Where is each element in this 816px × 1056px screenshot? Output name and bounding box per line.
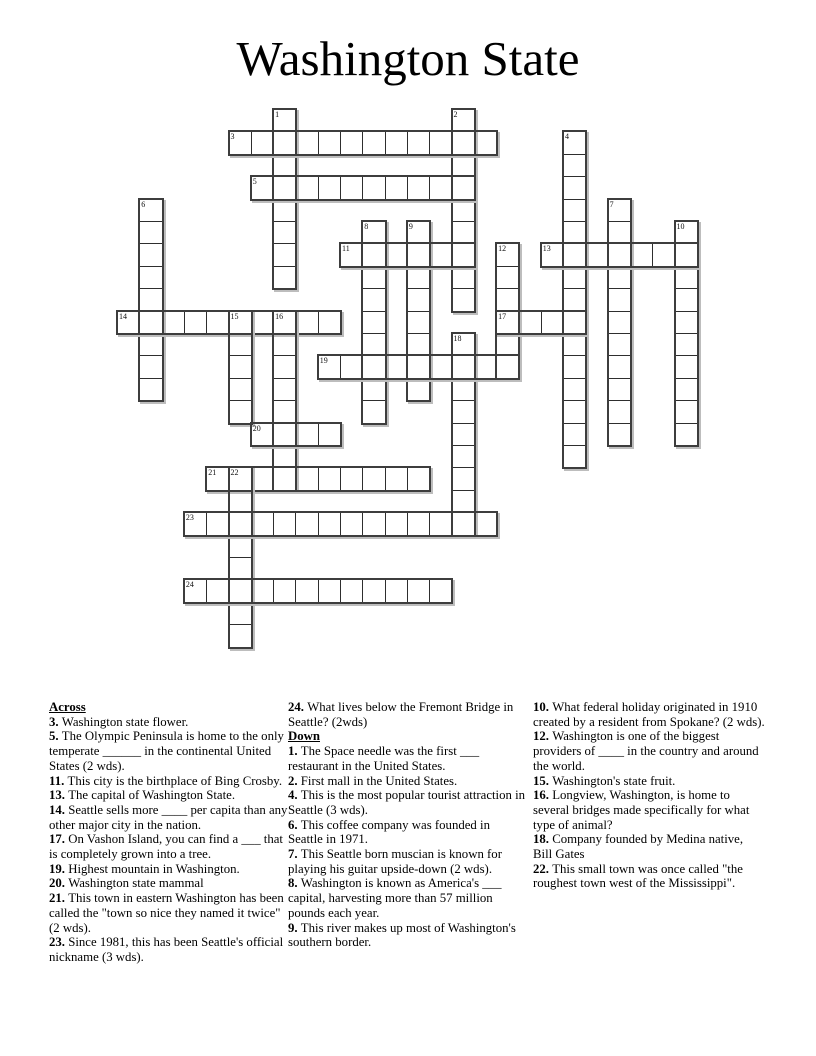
grid-cell[interactable] bbox=[362, 355, 385, 378]
grid-cell[interactable] bbox=[407, 579, 430, 602]
grid-cell[interactable] bbox=[340, 467, 363, 490]
grid-cell[interactable] bbox=[429, 579, 452, 602]
grid-cell[interactable] bbox=[407, 131, 430, 154]
grid-cell[interactable] bbox=[229, 624, 252, 647]
clue-20: 20. Washington state mammal bbox=[49, 876, 204, 891]
grid-cell[interactable] bbox=[563, 176, 586, 199]
grid-cell[interactable] bbox=[452, 266, 475, 289]
grid-cell[interactable] bbox=[675, 333, 698, 356]
grid-cell[interactable] bbox=[563, 333, 586, 356]
grid-cell[interactable] bbox=[295, 176, 318, 199]
grid-cell[interactable] bbox=[229, 355, 252, 378]
clue-number: 21 bbox=[208, 468, 217, 478]
grid-cell[interactable] bbox=[675, 243, 698, 266]
grid-cell[interactable] bbox=[273, 467, 296, 490]
clues-column-1 bbox=[49, 700, 289, 965]
grid-cell[interactable] bbox=[206, 467, 229, 490]
clue-3: 3. Washington state flower. bbox=[49, 714, 189, 729]
grid-cell[interactable] bbox=[385, 512, 408, 535]
grid-cell[interactable] bbox=[362, 512, 385, 535]
clue-number: 23 bbox=[185, 513, 194, 523]
clues-column-2 bbox=[288, 700, 526, 950]
grid-cell[interactable] bbox=[429, 355, 452, 378]
grid-cell[interactable] bbox=[608, 266, 631, 289]
grid-cell[interactable] bbox=[273, 199, 296, 222]
grid-cell[interactable] bbox=[362, 400, 385, 423]
clue-15: 15. Washington's state fruit. bbox=[533, 773, 676, 788]
clue-number: 13 bbox=[542, 244, 551, 254]
grid-cell[interactable] bbox=[295, 131, 318, 154]
grid-cell[interactable] bbox=[563, 355, 586, 378]
grid-cell[interactable] bbox=[407, 512, 430, 535]
clue-number: 7 bbox=[609, 199, 614, 209]
grid-cell[interactable] bbox=[563, 378, 586, 401]
grid-cell[interactable] bbox=[675, 423, 698, 446]
down-header: Down bbox=[288, 729, 320, 744]
clue-2: 2. First mall in the United States. bbox=[288, 773, 458, 788]
clue-24: 24. What lives below the Fremont Bridge in Seattle? (2wds) bbox=[288, 700, 514, 729]
grid-cell[interactable] bbox=[407, 266, 430, 289]
clue-11: 11. This city is the birthplace of Bing Crosby. bbox=[49, 773, 283, 788]
grid-cell[interactable] bbox=[452, 109, 475, 132]
clue-number: 12 bbox=[498, 244, 507, 254]
grid-cell[interactable] bbox=[652, 243, 675, 266]
clue-number: 1 bbox=[275, 110, 280, 119]
grid-cell[interactable] bbox=[273, 423, 296, 446]
grid-cell[interactable] bbox=[139, 311, 162, 334]
grid-cell[interactable] bbox=[139, 199, 162, 222]
grid-cell[interactable] bbox=[229, 602, 252, 625]
grid-cell[interactable] bbox=[340, 512, 363, 535]
grid-cell[interactable] bbox=[452, 154, 475, 177]
grid-cell[interactable] bbox=[452, 512, 475, 535]
grid-cell[interactable] bbox=[251, 311, 274, 334]
grid-cell[interactable] bbox=[563, 221, 586, 244]
grid-cell[interactable] bbox=[385, 579, 408, 602]
grid-cell[interactable] bbox=[273, 400, 296, 423]
grid-cell[interactable] bbox=[273, 355, 296, 378]
grid-cell[interactable] bbox=[407, 355, 430, 378]
grid-cell[interactable] bbox=[318, 311, 341, 334]
clue-number: 6 bbox=[141, 199, 146, 209]
grid-cell[interactable] bbox=[273, 333, 296, 356]
clue-number: 22 bbox=[230, 468, 239, 478]
grid-cell[interactable] bbox=[340, 243, 363, 266]
clue-12: 12. Washington is one of the biggest providers of ____ in the country and around the world. bbox=[533, 729, 759, 773]
grid-cell[interactable] bbox=[407, 176, 430, 199]
grid-cell[interactable] bbox=[563, 423, 586, 446]
clue-22: 22. This small town was once called "the roughest town west of the Mississippi". bbox=[533, 861, 743, 891]
grid-cell[interactable] bbox=[407, 221, 430, 244]
grid-cell[interactable] bbox=[608, 243, 631, 266]
grid-cell[interactable] bbox=[273, 445, 296, 468]
clue-23: 23. Since 1981, this has been Seattle's official nickname (3 wds). bbox=[49, 935, 284, 964]
grid-cell[interactable] bbox=[563, 199, 586, 222]
grid-cell[interactable] bbox=[229, 333, 252, 356]
grid-cell[interactable] bbox=[362, 333, 385, 356]
grid-cell[interactable] bbox=[452, 400, 475, 423]
grid-cell[interactable] bbox=[496, 266, 519, 289]
grid-cell[interactable] bbox=[407, 378, 430, 401]
grid-cell[interactable] bbox=[385, 243, 408, 266]
clue-5: 5. The Olympic Peninsula is home to the only temperate ______ in the continental United States (2 wds). bbox=[49, 729, 284, 773]
clue-number: 20 bbox=[252, 423, 261, 433]
grid-cell[interactable] bbox=[541, 243, 564, 266]
grid-cell[interactable] bbox=[474, 131, 497, 154]
clue-number: 17 bbox=[498, 311, 507, 321]
grid-cell[interactable] bbox=[139, 288, 162, 311]
clue-8: 8. Washington is known as America's ___ capital, harvesting more than 57 million pounds each year. bbox=[288, 876, 502, 920]
grid-cell[interactable] bbox=[206, 311, 229, 334]
grid-cell[interactable] bbox=[318, 467, 341, 490]
grid-cell[interactable] bbox=[675, 266, 698, 289]
clue-number: 18 bbox=[453, 334, 462, 343]
grid-cell[interactable] bbox=[496, 333, 519, 356]
grid-cell[interactable] bbox=[675, 355, 698, 378]
clue-10: 10. What federal holiday originated in 1910 created by a resident from Spokane? (2 wds). bbox=[533, 700, 765, 729]
clue-1: 1. The Space needle was the first ___ restaurant in the United States. bbox=[288, 744, 480, 773]
grid-cell[interactable] bbox=[139, 355, 162, 378]
grid-cell[interactable] bbox=[273, 131, 296, 154]
clue-number: 5 bbox=[252, 177, 257, 187]
grid-cell[interactable] bbox=[295, 311, 318, 334]
clue-number: 4 bbox=[565, 132, 569, 142]
clue-number: 10 bbox=[676, 222, 685, 231]
grid-cell[interactable] bbox=[452, 490, 475, 513]
grid-cell[interactable] bbox=[139, 333, 162, 356]
grid-cell[interactable] bbox=[563, 400, 586, 423]
grid-cell[interactable] bbox=[675, 288, 698, 311]
grid-cell[interactable] bbox=[318, 423, 341, 446]
crossword-grid bbox=[117, 109, 699, 649]
grid-cell[interactable] bbox=[273, 154, 296, 177]
grid-cell[interactable] bbox=[273, 221, 296, 244]
grid-cell[interactable] bbox=[206, 512, 229, 535]
grid-cell[interactable] bbox=[340, 176, 363, 199]
grid-cell[interactable] bbox=[452, 445, 475, 468]
grid-cell[interactable] bbox=[496, 288, 519, 311]
grid-cell[interactable] bbox=[452, 288, 475, 311]
clue-7: 7. This Seattle born muscian is known for playing his guitar upside-down (2 wds). bbox=[288, 847, 502, 876]
grid-cell[interactable] bbox=[608, 355, 631, 378]
clue-13: 13. The capital of Washington State. bbox=[49, 788, 236, 803]
clue-21: 21. This town in eastern Washington has been called the "town so nice they named it twice" (2 wds). bbox=[49, 891, 284, 935]
grid-cell[interactable] bbox=[229, 557, 252, 580]
clue-number: 14 bbox=[119, 311, 127, 321]
clues-column-3 bbox=[533, 700, 765, 891]
grid-cell[interactable] bbox=[340, 131, 363, 154]
grid-cell[interactable] bbox=[675, 378, 698, 401]
clue-19: 19. Highest mountain in Washington. bbox=[49, 861, 240, 876]
grid-cell[interactable] bbox=[608, 288, 631, 311]
grid-cell[interactable] bbox=[139, 378, 162, 401]
clue-14: 14. Seattle sells more ____ per capita than any other major city in the nation. bbox=[49, 802, 288, 832]
grid-cell[interactable] bbox=[362, 221, 385, 244]
grid-cell[interactable] bbox=[385, 355, 408, 378]
grid-cell[interactable] bbox=[318, 579, 341, 602]
grid-cell[interactable] bbox=[162, 311, 185, 334]
grid-cell[interactable] bbox=[496, 243, 519, 266]
grid-cell[interactable] bbox=[474, 355, 497, 378]
grid-cell[interactable] bbox=[229, 579, 252, 602]
grid-cell[interactable] bbox=[295, 579, 318, 602]
clue-number: 9 bbox=[408, 222, 413, 231]
grid-cell[interactable] bbox=[273, 176, 296, 199]
grid-cell[interactable] bbox=[229, 400, 252, 423]
grid-cell[interactable] bbox=[362, 266, 385, 289]
grid-cell[interactable] bbox=[184, 311, 207, 334]
grid-cell[interactable] bbox=[362, 378, 385, 401]
grid-cell[interactable] bbox=[251, 131, 274, 154]
grid-cell[interactable] bbox=[273, 579, 296, 602]
clue-6: 6. This coffee company was founded in Seattle in 1971. bbox=[288, 817, 490, 847]
grid-cell[interactable] bbox=[318, 176, 341, 199]
grid-cell[interactable] bbox=[251, 176, 274, 199]
grid-cell[interactable] bbox=[318, 131, 341, 154]
grid-cell[interactable] bbox=[452, 423, 475, 446]
grid-cell[interactable] bbox=[608, 199, 631, 222]
grid-cell[interactable] bbox=[139, 221, 162, 244]
grid-cell[interactable] bbox=[385, 131, 408, 154]
grid-cell[interactable] bbox=[295, 423, 318, 446]
grid-cell[interactable] bbox=[273, 512, 296, 535]
grid-cell[interactable] bbox=[251, 579, 274, 602]
grid-cell[interactable] bbox=[340, 355, 363, 378]
grid-cell[interactable] bbox=[273, 378, 296, 401]
clue-number: 2 bbox=[453, 110, 458, 119]
grid-cell[interactable] bbox=[608, 221, 631, 244]
grid-cell[interactable] bbox=[407, 333, 430, 356]
grid-cell[interactable] bbox=[184, 512, 207, 535]
clue-number: 15 bbox=[230, 311, 239, 321]
grid-cell[interactable] bbox=[563, 311, 586, 334]
grid-cell[interactable] bbox=[452, 467, 475, 490]
grid-cell[interactable] bbox=[229, 378, 252, 401]
grid-cell[interactable] bbox=[585, 243, 608, 266]
grid-cell[interactable] bbox=[385, 176, 408, 199]
grid-cell[interactable] bbox=[563, 445, 586, 468]
grid-cell[interactable] bbox=[675, 221, 698, 244]
grid-cell[interactable] bbox=[117, 311, 140, 334]
grid-cell[interactable] bbox=[541, 311, 564, 334]
grid-cell[interactable] bbox=[229, 131, 252, 154]
grid-cell[interactable] bbox=[273, 266, 296, 289]
grid-cell[interactable] bbox=[318, 512, 341, 535]
grid-cell[interactable] bbox=[429, 243, 452, 266]
grid-cell[interactable] bbox=[184, 579, 207, 602]
clue-16: 16. Longview, Washington, is home to several bridges made specifically for what type of animal? bbox=[533, 788, 750, 832]
grid-cell[interactable] bbox=[251, 467, 274, 490]
grid-cell[interactable] bbox=[407, 467, 430, 490]
grid-cell[interactable] bbox=[563, 131, 586, 154]
grid-cell[interactable] bbox=[229, 467, 252, 490]
grid-cell[interactable] bbox=[563, 288, 586, 311]
grid-cell[interactable] bbox=[362, 467, 385, 490]
grid-cell[interactable] bbox=[362, 579, 385, 602]
grid-cell[interactable] bbox=[429, 176, 452, 199]
grid-cell[interactable] bbox=[295, 467, 318, 490]
grid-cell[interactable] bbox=[496, 355, 519, 378]
grid-cell[interactable] bbox=[407, 288, 430, 311]
grid-cell[interactable] bbox=[251, 423, 274, 446]
grid-cell[interactable] bbox=[452, 199, 475, 222]
grid-cell[interactable] bbox=[407, 311, 430, 334]
clue-number: 19 bbox=[319, 356, 328, 366]
grid-cell[interactable] bbox=[496, 311, 519, 334]
grid-cell[interactable] bbox=[273, 243, 296, 266]
grid-cell[interactable] bbox=[608, 378, 631, 401]
grid-cell[interactable] bbox=[340, 579, 363, 602]
grid-cell[interactable] bbox=[452, 243, 475, 266]
grid-cell[interactable] bbox=[385, 467, 408, 490]
clue-4: 4. This is the most popular tourist attraction in Seattle (3 wds). bbox=[288, 788, 526, 817]
clue-number: 11 bbox=[342, 244, 350, 254]
grid-cell[interactable] bbox=[563, 154, 586, 177]
grid-cell[interactable] bbox=[318, 355, 341, 378]
across-header: Across bbox=[49, 700, 86, 714]
grid-cell[interactable] bbox=[452, 176, 475, 199]
clue-number: 16 bbox=[275, 311, 284, 321]
grid-cell[interactable] bbox=[362, 131, 385, 154]
grid-cell[interactable] bbox=[295, 512, 318, 535]
grid-cell[interactable] bbox=[229, 311, 252, 334]
clue-17: 17. On Vashon Island, you can find a ___ that is completely grown into a tree. bbox=[49, 832, 283, 862]
grid-cell[interactable] bbox=[407, 243, 430, 266]
grid-cell[interactable] bbox=[452, 333, 475, 356]
grid-cell[interactable] bbox=[139, 243, 162, 266]
clue-9: 9. This river makes up most of Washington's southern border. bbox=[288, 920, 516, 950]
grid-cell[interactable] bbox=[229, 490, 252, 513]
grid-cell[interactable] bbox=[452, 131, 475, 154]
grid-cell[interactable] bbox=[362, 311, 385, 334]
grid-cell[interactable] bbox=[229, 535, 252, 558]
grid-cell[interactable] bbox=[518, 311, 541, 334]
grid-cell[interactable] bbox=[452, 378, 475, 401]
grid-cell[interactable] bbox=[608, 333, 631, 356]
clue-number: 24 bbox=[185, 580, 194, 590]
grid-cell[interactable] bbox=[273, 311, 296, 334]
grid-cell[interactable] bbox=[608, 400, 631, 423]
grid-cell[interactable] bbox=[362, 288, 385, 311]
grid-cell[interactable] bbox=[362, 243, 385, 266]
grid-cell[interactable] bbox=[452, 355, 475, 378]
grid-cell[interactable] bbox=[362, 176, 385, 199]
grid-cell[interactable] bbox=[563, 243, 586, 266]
grid-cell[interactable] bbox=[429, 131, 452, 154]
grid-cell[interactable] bbox=[206, 579, 229, 602]
grid-cell[interactable] bbox=[630, 243, 653, 266]
grid-cell[interactable] bbox=[229, 512, 252, 535]
grid-cell[interactable] bbox=[563, 266, 586, 289]
grid-cell[interactable] bbox=[675, 311, 698, 334]
grid-cell[interactable] bbox=[273, 109, 296, 132]
puzzle-title: Washington State bbox=[236, 31, 580, 86]
clue-number: 3 bbox=[230, 132, 235, 142]
clue-number: 8 bbox=[364, 222, 369, 231]
grid-cell[interactable] bbox=[608, 423, 631, 446]
grid-cell[interactable] bbox=[251, 512, 274, 535]
grid-cell[interactable] bbox=[429, 512, 452, 535]
grid-cell[interactable] bbox=[608, 311, 631, 334]
grid-cell[interactable] bbox=[675, 400, 698, 423]
grid-cell[interactable] bbox=[474, 512, 497, 535]
grid-cell[interactable] bbox=[452, 221, 475, 244]
grid-cell[interactable] bbox=[139, 266, 162, 289]
clue-18: 18. Company founded by Medina native, Bill Gates bbox=[533, 832, 744, 862]
